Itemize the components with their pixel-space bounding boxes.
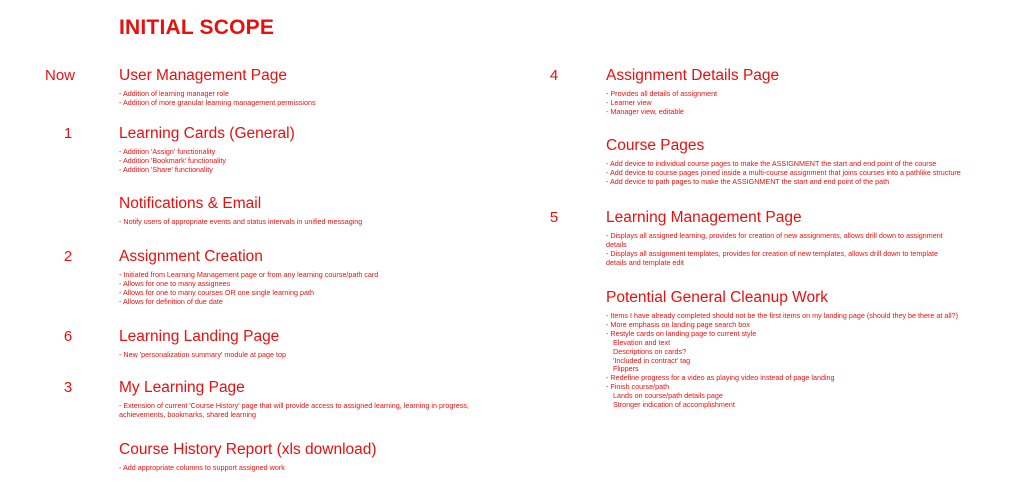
sub-list-item: Flippers bbox=[613, 364, 639, 374]
section-my-learning-page bbox=[63, 379, 479, 420]
section-item-list bbox=[119, 90, 499, 108]
list-item: - Extension of current 'Course History' page that will provide access to assigned learning, learning in progress, achievements, bookmarks, shared learning bbox=[119, 401, 469, 419]
section-heading: Learning Cards (General) bbox=[119, 125, 295, 142]
section-heading: Learning Landing Page bbox=[119, 328, 280, 345]
section-heading: Assignment Details Page bbox=[606, 67, 780, 84]
priority-marker: 6 bbox=[63, 328, 73, 345]
priority-marker: 2 bbox=[63, 248, 73, 265]
list-item: - Initiated from Learning Management page or from any learning course/path card bbox=[119, 270, 379, 279]
section-item-list bbox=[119, 464, 499, 473]
section-learning-landing-page bbox=[63, 328, 499, 360]
sub-list-item: Elevation and text bbox=[613, 337, 671, 347]
sub-list-item: Stronger indication of accomplishment bbox=[613, 400, 735, 410]
section-heading: Course History Report (xls download) bbox=[119, 441, 377, 458]
list-item: - Redefine progress for a video as playing video instead of page landing bbox=[606, 373, 835, 383]
list-item: - Items I have already completed should not be the first items on my landing page (should they be there at all?) bbox=[606, 311, 958, 320]
priority-marker: 1 bbox=[63, 125, 73, 142]
section-potential-cleanup-work bbox=[606, 289, 976, 410]
list-item: - Learner view bbox=[606, 97, 652, 107]
section-heading: Assignment Creation bbox=[119, 248, 263, 265]
list-item: - Finish course/path bbox=[606, 382, 670, 392]
section-heading: My Learning Page bbox=[119, 379, 245, 396]
list-item: - Manager view, editable bbox=[606, 106, 684, 116]
section-heading: Learning Management Page bbox=[606, 209, 802, 226]
section-assignment-details-page bbox=[549, 67, 976, 117]
section-notifications-email bbox=[119, 195, 499, 227]
section-item-list bbox=[119, 402, 479, 420]
list-item: - Addition 'Share' functionality bbox=[119, 164, 213, 174]
list-item: - Add device to individual course pages to make the ASSIGNMENT the start and end point of the course bbox=[606, 159, 937, 168]
section-item-list bbox=[606, 312, 976, 410]
list-item: - Add device to path pages to make the ASSIGNMENT the start and end point of the path bbox=[606, 176, 890, 186]
section-item-list bbox=[119, 218, 499, 227]
sub-list-item: Descriptions on cards? bbox=[613, 346, 687, 356]
list-item: - Allows for one to many assignees bbox=[119, 278, 231, 288]
section-item-list bbox=[606, 90, 976, 117]
list-item: - Allows for definition of due date bbox=[119, 296, 223, 306]
list-item: - Addition of more granular learning management permissions bbox=[119, 97, 316, 107]
page-title: INITIAL SCOPE bbox=[119, 16, 275, 39]
priority-marker: 4 bbox=[549, 67, 559, 84]
section-course-history-report bbox=[119, 441, 499, 473]
sub-list-item: Lands on course/path details page bbox=[613, 391, 723, 401]
list-item: - Add appropriate columns to support assigned work bbox=[119, 463, 285, 472]
priority-marker: Now bbox=[44, 67, 75, 84]
list-item: - Add device to course pages joined inside a multi-course assignment that joins courses into a pathlike structure bbox=[606, 167, 961, 177]
sub-list-item: 'Included in contract' tag bbox=[613, 355, 691, 365]
list-item: - Displays all assigned learning, provides for creation of new assignments, allows drill down to assignment details bbox=[606, 231, 943, 249]
list-item: - Addition 'Bookmark' functionality bbox=[119, 155, 227, 165]
section-user-management-page bbox=[44, 67, 499, 108]
section-course-pages bbox=[606, 137, 976, 187]
list-item: - Addition 'Assign' functionality bbox=[119, 147, 216, 156]
section-heading: Course Pages bbox=[606, 137, 705, 154]
section-item-list bbox=[119, 148, 499, 175]
list-item: - Restyle cards on landing page to current style bbox=[606, 328, 757, 338]
list-item: - Addition of learning manager role bbox=[119, 89, 229, 98]
list-item: - More emphasis on landing page search box bbox=[606, 319, 750, 329]
section-item-list bbox=[119, 351, 499, 360]
section-heading: User Management Page bbox=[119, 67, 288, 84]
list-item: - Notify users of appropriate events and status intervals in unified messaging bbox=[119, 217, 363, 226]
priority-marker: 3 bbox=[63, 379, 73, 396]
list-item: - Displays all assignment templates, provides for creation of new templates, allows drill down to template details and template edit bbox=[606, 248, 938, 267]
section-item-list bbox=[606, 160, 976, 187]
section-item-list bbox=[606, 232, 951, 268]
section-heading: Potential General Cleanup Work bbox=[606, 289, 829, 306]
section-heading: Notifications & Email bbox=[119, 195, 262, 212]
list-item: - New 'personalization summary' module at page top bbox=[119, 350, 286, 359]
section-item-list bbox=[119, 271, 499, 307]
section-assignment-creation bbox=[63, 248, 499, 307]
section-learning-management-page bbox=[549, 209, 951, 268]
list-item: - Provides all details of assignment bbox=[606, 89, 718, 98]
priority-marker: 5 bbox=[549, 209, 559, 226]
list-item: - Allows for one to many courses OR one single learning path bbox=[119, 287, 314, 297]
section-learning-cards bbox=[63, 125, 499, 175]
